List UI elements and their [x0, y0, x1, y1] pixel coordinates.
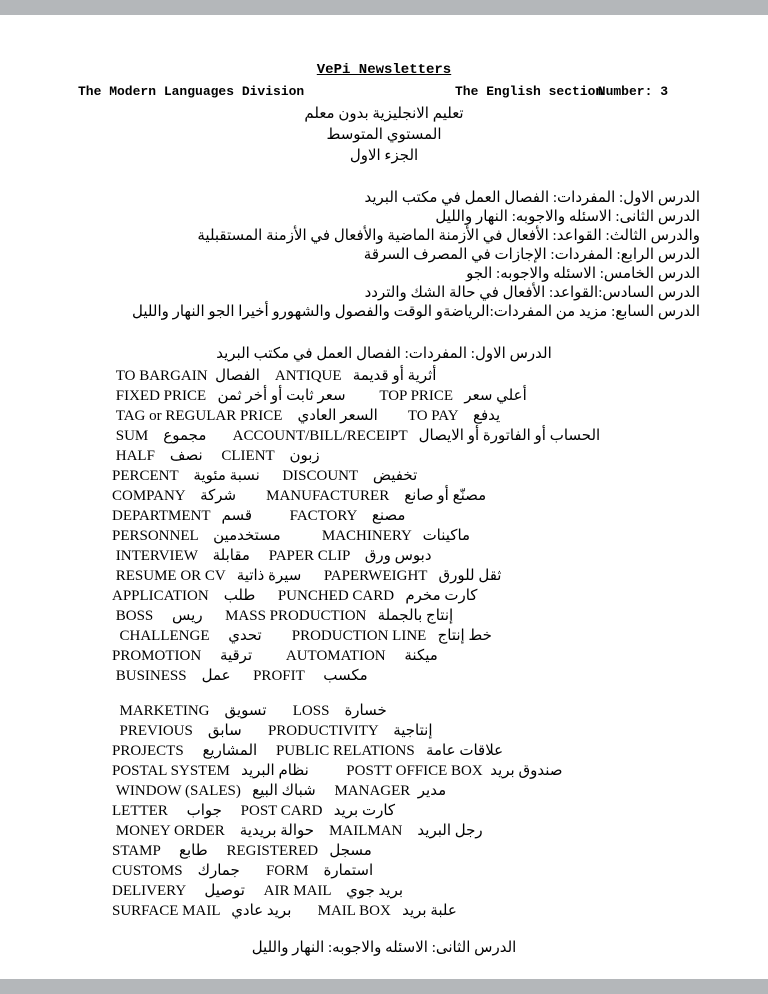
vocab-line: PROMOTION ترقية AUTOMATION ميكنة	[112, 648, 438, 664]
subtitle-line: الجزء الاول	[349, 148, 419, 164]
section1-heading: الدرس الاول: المفردات: الفصال العمل في مكتب البريد	[216, 346, 552, 362]
top-border	[0, 0, 768, 15]
lesson-index-line: الدرس السابع: مزيد من المفردات:الرياضةو الوقت والفصول والشهورو أخيرا الجو النهار والليل	[132, 304, 700, 320]
vocab-line: SURFACE MAIL بريد عادي MAIL BOX علبة بريد	[112, 903, 457, 919]
lessons-index	[40, 189, 700, 322]
vocab-line: BOSS ريس MASS PRODUCTION إنتاج بالجملة	[112, 608, 454, 624]
vocab-line: PERCENT نسبة مئوية DISCOUNT تخفيض	[112, 468, 418, 484]
header-section-label: The English section	[455, 84, 604, 99]
vocab-line: INTERVIEW مقابلة PAPER CLIP دبوس ورق	[112, 548, 432, 564]
header-division-label: The Modern Languages Division	[78, 84, 305, 99]
vocab-line: STAMP طابع REGISTERED مسجل	[112, 843, 372, 859]
vocab-line: HALF نصف CLIENT زبون	[112, 448, 320, 464]
vocab-line: TO BARGAIN الفصال ANTIQUE أثرية أو قديمة	[112, 368, 437, 384]
vocab-line: LETTER جواب POST CARD كارت بريد	[112, 803, 396, 819]
vocab-line: RESUME OR CV سيرة ذاتية PAPERWEIGHT ثقل للورق	[112, 568, 502, 584]
vocab-line: PREVIOUS سابق PRODUCTIVITY إنتاجية	[112, 723, 433, 739]
subtitle-line: تعليم الانجليزية بدون معلم	[304, 106, 464, 122]
vocab-line: BUSINESS عمل PROFIT مكسب	[112, 668, 368, 684]
vocab-line: PERSONNEL مستخدمين MACHINERY ماكينات	[112, 528, 471, 544]
doc-header	[78, 84, 668, 101]
vocab-line: POSTAL SYSTEM نظام البريد POSTT OFFICE BOX صندوق بريد	[112, 763, 563, 779]
vocab-line: CUSTOMS جمارك FORM استمارة	[112, 863, 374, 879]
lesson-index-line: الدرس الثانى: الاسئله والاجوبه: النهار والليل	[435, 209, 700, 225]
header-number-label: Number: 3	[597, 84, 668, 99]
lesson-index-line: والدرس الثالث: القواعد: الأفعال في الأزمنة الماضية والأفعال في الأزمنة المستقبلية	[197, 228, 700, 244]
vocab-block-1	[112, 366, 738, 686]
subtitle-line: المستوي المتوسط	[326, 127, 442, 143]
document-page	[0, 15, 768, 979]
lesson-index-line: الدرس الاول: المفردات: الفصال العمل في مكتب البريد	[364, 190, 700, 206]
vocab-line: PROJECTS المشاريع PUBLIC RELATIONS علاقات عامة	[112, 743, 504, 759]
vocab-line: WINDOW (SALES) شباك البيع MANAGER مدير	[112, 783, 447, 799]
lesson-index-line: الدرس الرابع: المفردات: الإجازات في المصرف السرقة	[363, 247, 700, 263]
vocab-line: APPLICATION طلب PUNCHED CARD كارت مخرم	[112, 588, 478, 604]
section2-heading: الدرس الثانى: الاسئله والاجوبه: النهار والليل	[251, 940, 517, 956]
lesson-index-line: الدرس السادس:القواعد: الأفعال في حالة الشك والتردد	[364, 285, 700, 301]
vocab-line: SUM مجموع ACCOUNT/BILL/RECEIPT الحساب أو الفاتورة أو الايصال	[112, 428, 601, 444]
vocab-block-2	[112, 701, 738, 921]
doc-title: VePi Newsletters	[316, 62, 452, 78]
vocab-line: FIXED PRICE سعر ثابت أو أخر ثمن TOP PRICE أعلي سعر	[112, 388, 527, 404]
vocab-line: MONEY ORDER حوالة بريدية MAILMAN رجل البريد	[112, 823, 483, 839]
vocab-line: MARKETING تسويق LOSS خسارة	[112, 703, 387, 719]
vocab-line: COMPANY شركة MANUFACTURER مصنّع أو صانع	[112, 488, 487, 504]
vocab-line: TAG or REGULAR PRICE السعر العادي TO PAY يدفع	[112, 408, 501, 424]
vocab-line: DELIVERY توصيل AIR MAIL بريد جوي	[112, 883, 404, 899]
subtitle-block	[0, 104, 768, 167]
lesson-index-line: الدرس الخامس: الاسئله والاجوبه: الجو	[466, 266, 700, 282]
vocab-line: DEPARTMENT قسم FACTORY مصنع	[112, 508, 406, 524]
vocab-line: CHALLENGE تحدي PRODUCTION LINE خط إنتاج	[112, 628, 492, 644]
bottom-border	[0, 979, 768, 994]
